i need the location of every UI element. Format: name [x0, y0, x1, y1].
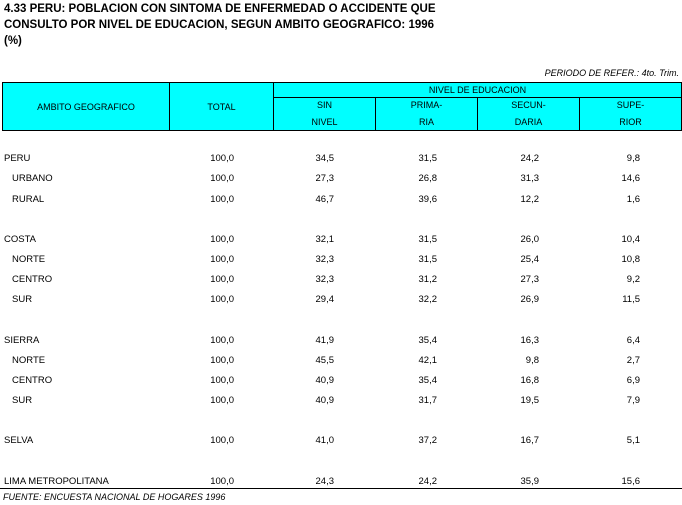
- row-label: CENTRO: [12, 375, 53, 386]
- cell-secundaria: 24,2: [520, 153, 539, 164]
- header-sin-line2: NIVEL: [311, 117, 338, 127]
- header-pri-line2: RIA: [418, 117, 434, 127]
- cell-superior: 15,6: [621, 476, 640, 487]
- cell-sin-nivel: 40,9: [315, 395, 334, 406]
- cell-primaria: 35,4: [418, 335, 437, 346]
- row-label: URBANO: [12, 173, 53, 184]
- row-label: RURAL: [12, 194, 45, 205]
- cell-total: 100,0: [210, 335, 234, 346]
- cell-total: 100,0: [210, 355, 234, 366]
- cell-sin-nivel: 41,9: [315, 335, 334, 346]
- cell-secundaria: 27,3: [520, 274, 539, 285]
- cell-superior: 14,6: [621, 173, 640, 184]
- cell-total: 100,0: [210, 375, 234, 386]
- table-bottom-rule: [0, 488, 682, 489]
- row-label: CENTRO: [12, 274, 53, 285]
- cell-secundaria: 25,4: [520, 254, 539, 265]
- cell-secundaria: 16,3: [520, 335, 539, 346]
- header-nivel-educacion: NIVEL DE EDUCACION: [273, 82, 682, 98]
- cell-superior: 11,5: [622, 294, 640, 305]
- reference-period: PERIODO DE REFER.: 4to. Trim.: [544, 68, 679, 78]
- cell-superior: 7,9: [626, 395, 640, 406]
- cell-total: 100,0: [210, 234, 234, 245]
- cell-secundaria: 16,8: [520, 375, 539, 386]
- row-label: SUR: [12, 294, 33, 305]
- cell-primaria: 26,8: [418, 173, 437, 184]
- cell-sin-nivel: 32,1: [315, 234, 334, 245]
- row-label: LIMA METROPOLITANA: [4, 476, 109, 487]
- cell-total: 100,0: [210, 173, 234, 184]
- cell-sin-nivel: 34,5: [315, 153, 334, 164]
- cell-primaria: 24,2: [418, 476, 437, 487]
- source-note: FUENTE: ENCUESTA NACIONAL DE HOGARES 1996: [3, 492, 226, 502]
- cell-secundaria: 9,8: [525, 355, 539, 366]
- cell-total: 100,0: [210, 395, 234, 406]
- header-sin-line1: SIN: [316, 100, 332, 110]
- header-sup-line2: RIOR: [619, 117, 642, 127]
- cell-secundaria: 35,9: [520, 476, 539, 487]
- header-sec-line1: SECUN-: [511, 100, 546, 110]
- header-secundaria: [477, 97, 580, 131]
- cell-primaria: 39,6: [418, 194, 437, 205]
- cell-superior: 2,7: [626, 355, 640, 366]
- header-sin-nivel: [273, 97, 376, 131]
- cell-superior: 10,8: [621, 254, 640, 265]
- cell-sin-nivel: 46,7: [315, 194, 334, 205]
- cell-secundaria: 31,3: [520, 173, 539, 184]
- cell-sin-nivel: 41,0: [315, 435, 334, 446]
- header-total: TOTAL: [169, 82, 274, 131]
- header-superior: [579, 97, 682, 131]
- cell-sin-nivel: 29,4: [315, 294, 334, 305]
- cell-sin-nivel: 27,3: [315, 173, 334, 184]
- row-label: NORTE: [12, 254, 46, 265]
- cell-total: 100,0: [210, 254, 234, 265]
- cell-sin-nivel: 32,3: [315, 254, 334, 265]
- cell-total: 100,0: [210, 194, 234, 205]
- cell-primaria: 31,7: [418, 395, 437, 406]
- cell-superior: 1,6: [626, 194, 640, 205]
- cell-sin-nivel: 40,9: [315, 375, 334, 386]
- cell-total: 100,0: [210, 274, 234, 285]
- cell-primaria: 31,5: [418, 254, 437, 265]
- header-sup-line1: SUPE-: [616, 100, 645, 110]
- cell-secundaria: 26,9: [520, 294, 539, 305]
- header-ambito: AMBITO GEOGRAFICO: [2, 82, 170, 131]
- row-label: COSTA: [4, 234, 37, 245]
- cell-superior: 6,9: [626, 375, 640, 386]
- cell-secundaria: 26,0: [520, 234, 539, 245]
- row-label: SUR: [12, 395, 33, 406]
- row-label: SELVA: [4, 435, 34, 446]
- cell-primaria: 35,4: [418, 375, 437, 386]
- cell-secundaria: 12,2: [520, 194, 539, 205]
- table-title-line-1: 4.33 PERU: POBLACION CON SINTOMA DE ENFERMEDAD O ACCIDENTE QUE: [4, 3, 436, 15]
- header-sec-line2: DARIA: [514, 117, 543, 127]
- cell-sin-nivel: 45,5: [315, 355, 334, 366]
- cell-total: 100,0: [210, 153, 234, 164]
- cell-superior: 9,2: [626, 274, 640, 285]
- header-pri-line1: PRIMA-: [410, 100, 443, 110]
- cell-primaria: 31,2: [418, 274, 437, 285]
- cell-superior: 5,1: [626, 435, 640, 446]
- cell-total: 100,0: [210, 435, 234, 446]
- cell-secundaria: 19,5: [520, 395, 539, 406]
- cell-sin-nivel: 24,3: [315, 476, 334, 487]
- row-label: PERU: [4, 153, 31, 164]
- table-title-unit: (%): [4, 35, 22, 47]
- row-label: NORTE: [12, 355, 46, 366]
- header-primaria: [375, 97, 478, 131]
- table-title-line-2: CONSULTO POR NIVEL DE EDUCACION, SEGUN AMBITO GEOGRAFICO: 1996: [4, 19, 435, 31]
- row-label: SIERRA: [4, 335, 40, 346]
- cell-superior: 6,4: [626, 335, 640, 346]
- cell-sin-nivel: 32,3: [315, 274, 334, 285]
- cell-total: 100,0: [210, 476, 234, 487]
- cell-primaria: 32,2: [418, 294, 437, 305]
- cell-primaria: 31,5: [418, 234, 437, 245]
- cell-primaria: 37,2: [418, 435, 437, 446]
- cell-total: 100,0: [210, 294, 234, 305]
- cell-primaria: 42,1: [418, 355, 437, 366]
- cell-superior: 9,8: [626, 153, 640, 164]
- cell-secundaria: 16,7: [520, 435, 539, 446]
- cell-superior: 10,4: [621, 234, 640, 245]
- cell-primaria: 31,5: [418, 153, 437, 164]
